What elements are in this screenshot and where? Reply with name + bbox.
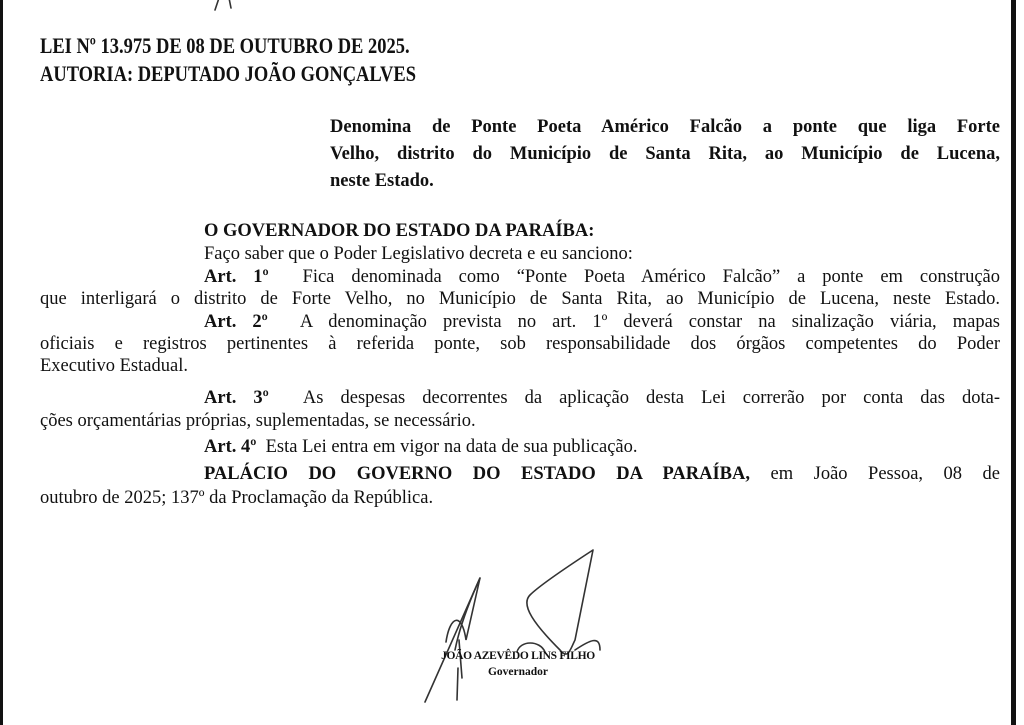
- top-mark: [215, 0, 231, 10]
- article-text: Esta Lei entra em vigor na data de sua publicação.: [265, 436, 638, 457]
- article-3: [204, 389, 1000, 408]
- article-text: Fica denominada como “Ponte Poeta Américo Falcão” a ponte em construção: [302, 266, 1000, 287]
- signatory-role: Governador: [487, 666, 549, 678]
- closing: [204, 465, 1000, 484]
- signature-stroke: [517, 550, 600, 654]
- law-title: LEI Nº 13.975 DE 08 DE OUTUBRO DE 2025.: [40, 33, 410, 58]
- article-2-cont: Executivo Estadual.: [40, 355, 188, 376]
- article-text: As despesas decorrentes da aplicação desta Lei correrão por conta das dota-: [302, 387, 1000, 408]
- signature-stroke: [455, 578, 480, 650]
- closing-place: em João Pessoa, 08 de: [770, 463, 1000, 484]
- summary-line: Velho, distrito do Município de Santa Rita, ao Município de Lucena,: [330, 143, 1000, 164]
- law-authorship: AUTORIA: DEPUTADO JOÃO GONÇALVES: [40, 61, 416, 86]
- article-label: Art. 1º: [204, 266, 269, 287]
- preamble: Faço saber que o Poder Legislativo decreta e eu sanciono:: [204, 243, 633, 264]
- summary-line: Denomina de Ponte Poeta Américo Falcão a ponte que liga Forte: [330, 116, 1000, 137]
- article-text: A denominação prevista no art. 1º deverá constar na sinalização viária, mapas: [299, 311, 1000, 332]
- governor-heading: O GOVERNADOR DO ESTADO DA PARAÍBA:: [204, 220, 595, 241]
- closing-date: outubro de 2025; 137º da Proclamação da República.: [40, 487, 434, 508]
- article-label: Art. 4º: [204, 436, 257, 457]
- article-3-cont: ções orçamentárias próprias, suplementadas, se necessário.: [40, 410, 476, 431]
- article-2: [204, 313, 1000, 332]
- article-label: Art. 3º: [204, 387, 269, 408]
- signatory-name: JOÃO AZEVÊDO LINS FILHO: [441, 650, 595, 662]
- closing-palace: PALÁCIO DO GOVERNO DO ESTADO DA PARAÍBA,: [204, 463, 750, 484]
- article-1-cont: que interligará o distrito de Forte Velho, no Município de Santa Rita, ao Município de Lucena, neste Estado.: [40, 288, 1000, 309]
- article-4: [204, 438, 1000, 457]
- summary-line: neste Estado.: [330, 170, 434, 191]
- article-label: Art. 2º: [204, 311, 268, 332]
- article-1: [204, 268, 1000, 287]
- article-2-cont: oficiais e registros pertinentes à referida ponte, sob responsabilidade dos órgãos competentes do Poder: [40, 333, 1000, 354]
